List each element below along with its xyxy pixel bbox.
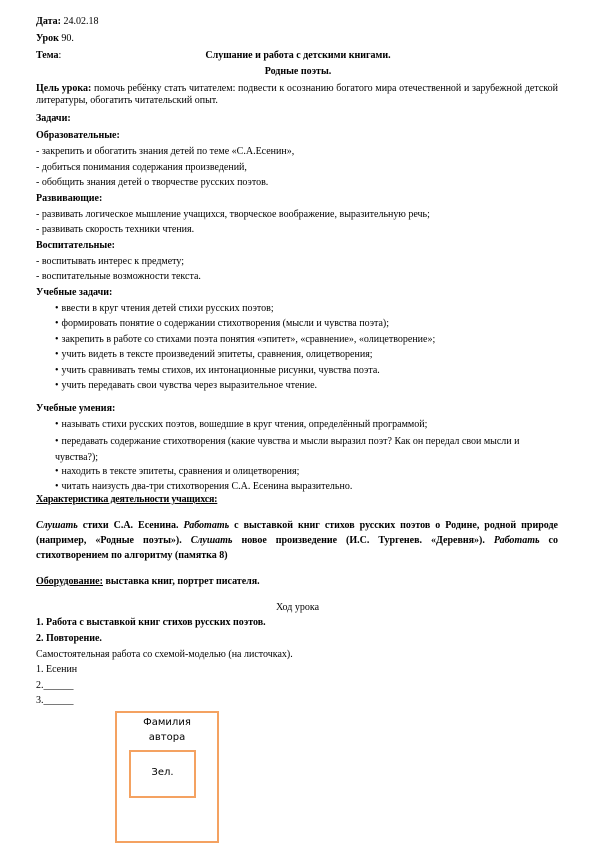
- learning-skill-item: • называть стихи русских поэтов, вошедшие в круг чтения, определённый программой;: [55, 419, 427, 431]
- step-2-text: Самостоятельная работа со схемой-моделью (на листочках).: [36, 649, 293, 660]
- author-label: автора: [148, 732, 186, 743]
- goal-paragraph: [36, 83, 558, 106]
- developing-item: - развивать логическое мышление учащихся, творческое воображение, выразительную речь;: [36, 209, 430, 220]
- lesson-value: 90.: [58, 33, 74, 44]
- learning-task-item: • формировать понятие о содержании стихотворения (мысли и чувства поэта);: [55, 318, 389, 330]
- goal-text: помочь ребёнку стать читателем: подвести к осознанию богатого мира отечественной и зарубежной детской литературы, обогатить читательский опыт.: [36, 83, 558, 106]
- learning-skills-heading: Учебные умения:: [36, 403, 116, 414]
- activity-heading: Характеристика деятельности учащихся:: [36, 494, 218, 505]
- goal-label: Цель урока:: [36, 83, 92, 94]
- educational-heading: Образовательные:: [36, 130, 120, 141]
- activity-verb: Работать: [183, 520, 230, 531]
- developing-heading: Развивающие:: [36, 193, 103, 204]
- topic-colon: :: [58, 50, 62, 61]
- learning-skill-item: • находить в тексте эпитеты, сравнения и олицетворения;: [55, 466, 299, 478]
- activity-paragraph: [36, 518, 558, 563]
- equipment-label: Оборудование:: [36, 576, 103, 587]
- lesson-flow-title: Ход урока: [275, 602, 320, 613]
- tasks-heading: Задачи:: [36, 113, 71, 124]
- step-1: 1. Работа с выставкой книг стихов русских поэтов.: [36, 617, 266, 628]
- author-surname-label: Фамилия: [143, 717, 191, 728]
- equipment-line: [36, 576, 260, 588]
- activity-text: со стихотворением по алгоритму (памятка 8): [36, 535, 558, 561]
- learning-task-item: • учить передавать свои чувства через выразительное чтение.: [55, 380, 317, 392]
- date-line: [36, 16, 99, 28]
- learning-tasks-heading: Учебные задачи:: [36, 287, 113, 298]
- lesson-label: Урок: [36, 33, 59, 44]
- answer-line: 3.______: [36, 695, 74, 706]
- learning-task-item: • учить видеть в тексте произведений эпитеты, сравнения, олицетворения;: [55, 349, 373, 361]
- activity-verb: Работать: [493, 535, 540, 546]
- educational-item: - обобщить знания детей о творчестве русских поэтов.: [36, 177, 269, 188]
- lesson-line: [36, 33, 74, 45]
- upbringing-item: - воспитывать интерес к предмету;: [36, 256, 185, 267]
- topic-title: Слушание и работа с детскими книгами.: [205, 50, 391, 61]
- topic-label: Тема: [36, 50, 59, 61]
- step-2: 2. Повторение.: [36, 633, 102, 644]
- activity-verb: Слушать: [36, 520, 78, 531]
- learning-task-item: • ввести в круг чтения детей стихи русских поэтов;: [55, 303, 274, 315]
- topic-line: [36, 50, 61, 62]
- developing-item: - развивать скорость техники чтения.: [36, 224, 195, 235]
- activity-text: стихи С.А. Есенина.: [77, 520, 184, 531]
- date-label: Дата:: [36, 16, 61, 27]
- learning-skill-item: • передавать содержание стихотворения (какие чувства и мысли выразил поэт? Как он передал свои мысли и чувства?);: [55, 436, 520, 463]
- date-value: 24.02.18: [61, 16, 99, 27]
- educational-item: - закрепить и обогатить знания детей по теме «С.А.Есенин»,: [36, 146, 295, 157]
- upbringing-heading: Воспитательные:: [36, 240, 115, 251]
- learning-task-item: • учить сравнивать темы стихов, их интонационные рисунки, чувства поэта.: [55, 365, 380, 377]
- answer-line: 1. Есенин: [36, 664, 78, 675]
- learning-task-item: • закрепить в работе со стихами поэта понятия «эпитет», «сравнение», «олицетворение»;: [55, 334, 435, 346]
- color-code-label: Зел.: [151, 767, 174, 778]
- learning-skill-item: • читать наизусть два-три стихотворения С.А. Есенина выразительно.: [55, 481, 352, 493]
- answer-line: 2.______: [36, 680, 74, 691]
- educational-item: - добиться понимания содержания произведений,: [36, 162, 247, 173]
- equipment-text: выставка книг, портрет писателя.: [102, 576, 260, 587]
- upbringing-item: - воспитательные возможности текста.: [36, 271, 201, 282]
- activity-text: с выставкой книг стихов русских поэтов о Родине, родной природе (например, «Родные поэты»).: [36, 520, 558, 546]
- topic-subtitle: Родные поэты.: [264, 66, 332, 77]
- learning-skill-item-wrap: [55, 434, 560, 466]
- activity-text: новое произведение (И.С. Тургенев. «Деревня»).: [232, 535, 494, 546]
- activity-verb: Слушать: [190, 535, 233, 546]
